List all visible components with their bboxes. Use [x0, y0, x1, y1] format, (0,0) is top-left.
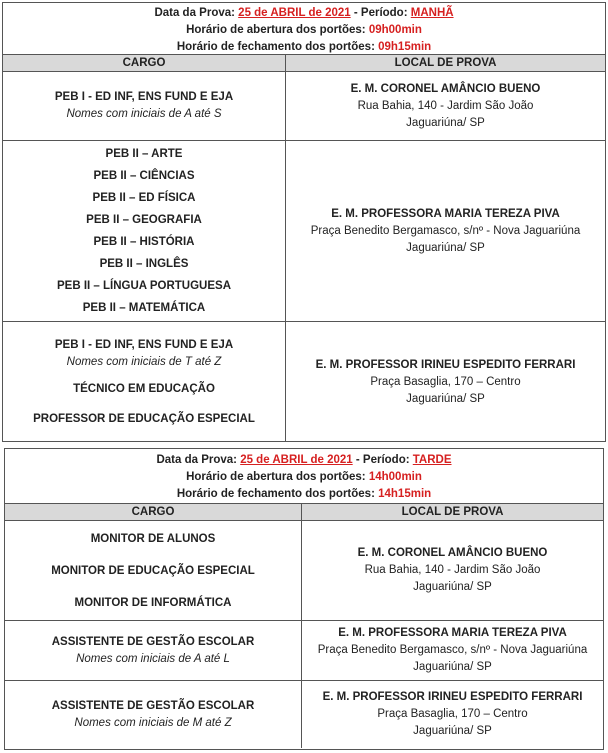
cargo-note: Nomes com iniciais de A até L	[76, 652, 230, 665]
school-address: Praça Basaglia, 170 – Centro	[377, 708, 528, 720]
cargo-cell	[5, 521, 302, 620]
table-row	[3, 322, 605, 442]
school-name: E. M. CORONEL AMÂNCIO BUENO	[350, 82, 541, 95]
cargo-cell	[5, 681, 302, 748]
table-row	[5, 621, 603, 681]
table-row	[3, 141, 605, 322]
date-value: 25 de ABRIL de 2021	[240, 454, 353, 466]
school-city: Jaguariúna/ SP	[413, 661, 492, 673]
school-city: Jaguariúna/ SP	[406, 392, 485, 405]
gate-open-label: Horário de abertura dos portões:	[186, 24, 366, 36]
school-name: E. M. CORONEL AMÂNCIO BUENO	[357, 547, 548, 559]
gate-open-label: Horário de abertura dos portões:	[186, 471, 366, 483]
school-address: Praça Basaglia, 170 – Centro	[370, 375, 521, 388]
cargo-name: MONITOR DE ALUNOS	[90, 532, 216, 545]
location-cell	[302, 681, 603, 748]
exam-date-line	[3, 5, 605, 22]
morning-schedule-table	[2, 2, 606, 442]
date-label: Data da Prova:	[156, 454, 237, 466]
school-city: Jaguariúna/ SP	[413, 725, 492, 737]
cargo-name: PEB I - ED INF, ENS FUND E EJA	[54, 91, 234, 103]
column-header-row	[5, 504, 603, 521]
afternoon-schedule-table	[4, 448, 604, 750]
cargo-cell	[3, 141, 286, 321]
school-address: Rua Bahia, 140 - Jardim São João	[364, 564, 541, 576]
cargo-cell	[3, 72, 286, 140]
cargo-name: PROFESSOR DE EDUCAÇÃO ESPECIAL	[33, 412, 255, 425]
gate-open-line	[3, 22, 605, 39]
cargo-name: PEB II – INGLÊS	[99, 258, 189, 270]
cargo-name: ASSISTENTE DE GESTÃO ESCOLAR	[51, 635, 255, 648]
cargo-note: Nomes com iniciais de A até S	[66, 108, 222, 120]
gate-open-time: 14h00min	[368, 471, 422, 483]
cargo-name: PEB II – ARTE	[105, 148, 183, 160]
school-city: Jaguariúna/ SP	[406, 116, 485, 129]
gate-close-time: 09h15min	[378, 41, 432, 53]
gate-close-line	[3, 39, 605, 56]
cargo-name: MONITOR DE EDUCAÇÃO ESPECIAL	[51, 564, 255, 577]
school-name: E. M. PROFESSOR IRINEU ESPEDITO FERRARI	[322, 691, 583, 703]
cargo-name: PEB II – ED FÍSICA	[92, 192, 196, 204]
school-name: E. M. PROFESSORA MARIA TEREZA PIVA	[331, 207, 560, 220]
cargo-name: MONITOR DE INFORMÁTICA	[74, 596, 232, 609]
date-value: 25 de ABRIL de 2021	[238, 7, 351, 19]
location-cell	[286, 72, 605, 140]
morning-header	[3, 3, 605, 55]
column-header-cargo: CARGO	[3, 55, 286, 71]
period-label: - Período:	[353, 7, 408, 19]
gate-close-label: Horário de fechamento dos portões:	[176, 488, 375, 500]
school-name: E. M. PROFESSOR IRINEU ESPEDITO FERRARI	[315, 358, 576, 371]
school-city: Jaguariúna/ SP	[413, 581, 492, 593]
cargo-name: PEB II – CIÊNCIAS	[93, 170, 195, 182]
gate-close-line	[5, 486, 603, 503]
exam-date-line	[5, 452, 603, 469]
cargo-note: Nomes com iniciais de M até Z	[74, 716, 232, 729]
period-label: - Período:	[355, 454, 410, 466]
column-header-local: LOCAL DE PROVA	[394, 57, 497, 69]
cargo-name: PEB I - ED INF, ENS FUND E EJA	[54, 338, 234, 351]
cargo-cell	[5, 621, 302, 680]
school-address: Rua Bahia, 140 - Jardim São João	[357, 99, 534, 112]
location-cell	[286, 141, 605, 321]
column-header-row	[3, 55, 605, 72]
table-row	[5, 681, 603, 748]
table-row	[3, 72, 605, 141]
afternoon-header	[5, 449, 603, 504]
gate-open-time: 09h00min	[368, 24, 422, 36]
cargo-name: TÉCNICO EM EDUCAÇÃO	[73, 382, 215, 395]
school-city: Jaguariúna/ SP	[406, 241, 485, 254]
gate-close-label: Horário de fechamento dos portões:	[176, 41, 375, 53]
period-value: TARDE	[412, 454, 452, 466]
cargo-name: ASSISTENTE DE GESTÃO ESCOLAR	[51, 699, 255, 712]
cargo-name: PEB II – MATEMÁTICA	[82, 302, 206, 314]
table-row	[5, 521, 603, 621]
location-cell	[302, 621, 603, 680]
school-address: Praça Benedito Bergamasco, s/nº - Nova Jaguariúna	[310, 224, 581, 237]
gate-close-time: 14h15min	[378, 488, 432, 500]
date-label: Data da Prova:	[154, 7, 235, 19]
column-header-local: LOCAL DE PROVA	[401, 506, 504, 518]
gate-open-line	[5, 469, 603, 486]
cargo-name: PEB II – LÍNGUA PORTUGUESA	[56, 280, 231, 292]
column-header-cargo: CARGO	[5, 504, 302, 520]
cargo-name: PEB II – GEOGRAFIA	[86, 214, 202, 226]
cargo-name: PEB II – HISTÓRIA	[93, 236, 195, 248]
school-name: E. M. PROFESSORA MARIA TEREZA PIVA	[338, 627, 567, 639]
location-cell	[302, 521, 603, 620]
location-cell	[286, 322, 605, 442]
period-value: MANHÃ	[410, 7, 454, 19]
cargo-cell	[3, 322, 286, 442]
school-address: Praça Benedito Bergamasco, s/nº - Nova Jaguariúna	[317, 644, 588, 656]
cargo-note: Nomes com iniciais de T até Z	[66, 355, 222, 368]
